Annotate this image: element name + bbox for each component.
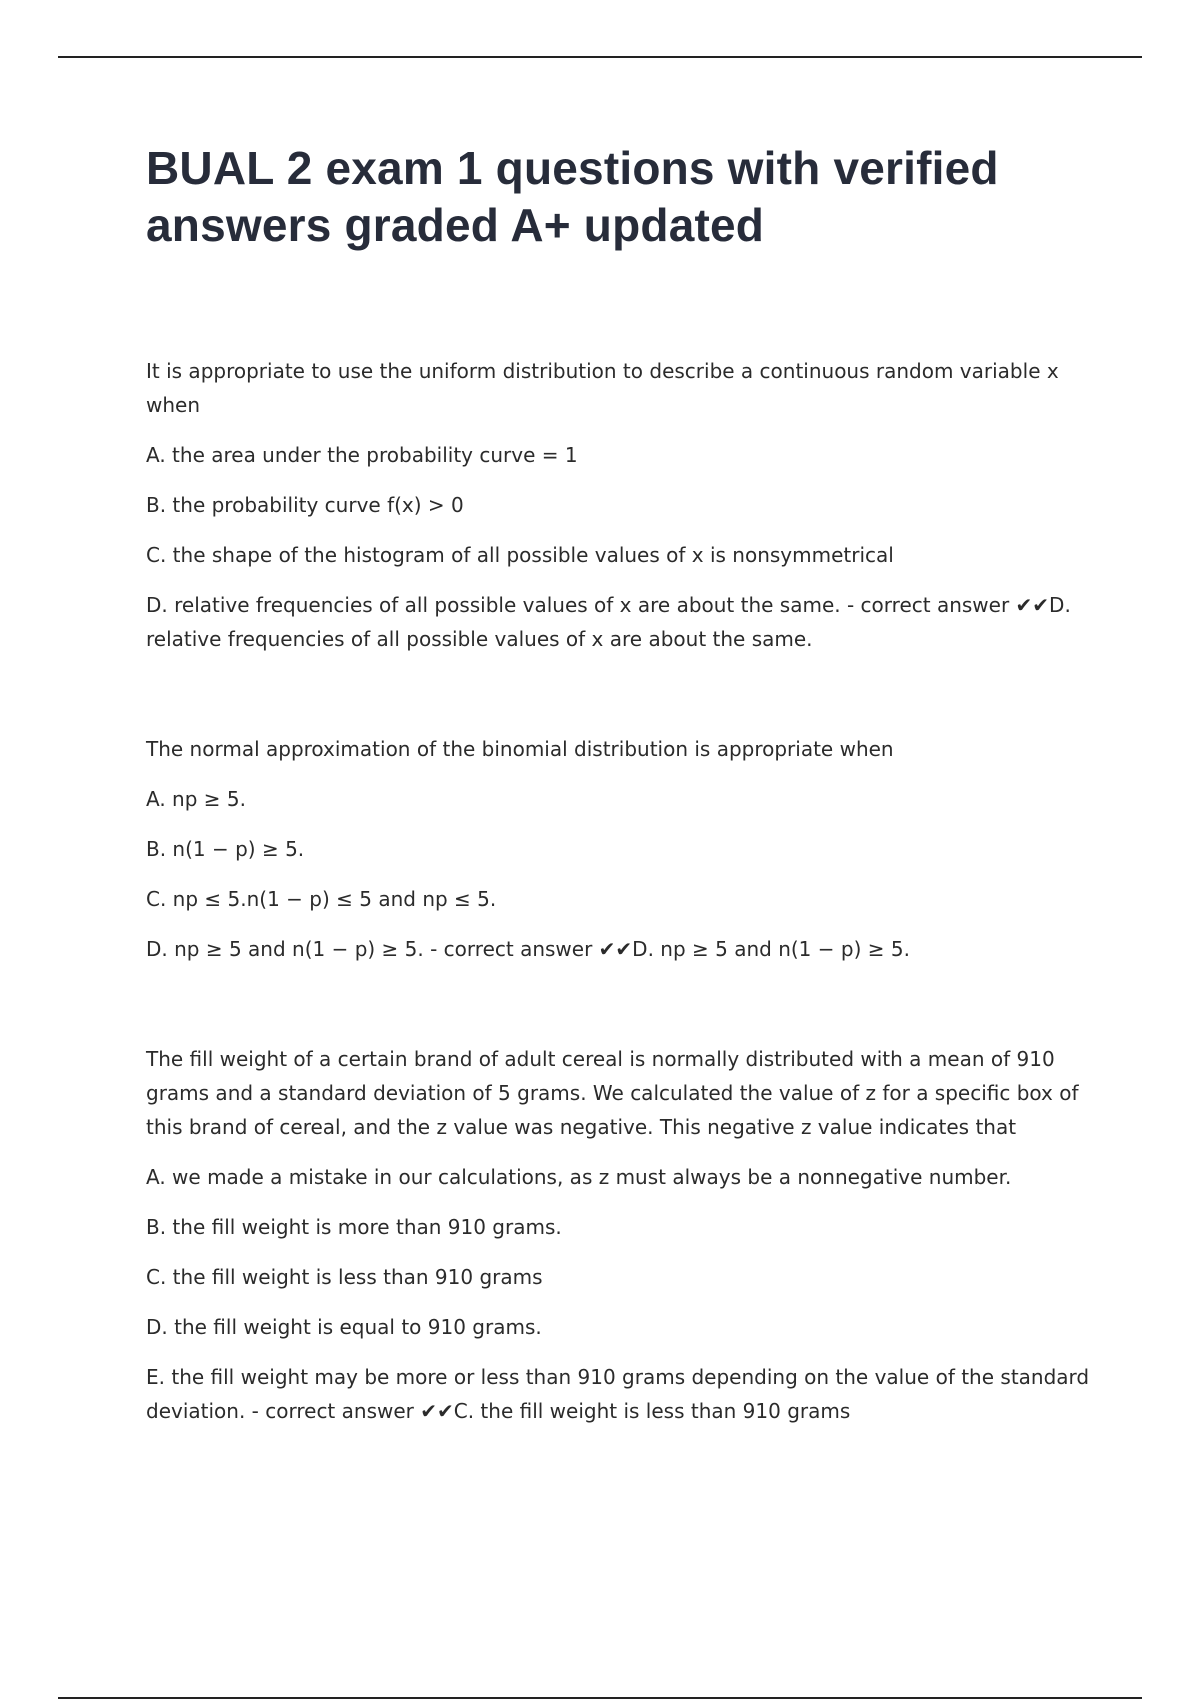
answer-option: A. np ≥ 5. <box>146 787 246 811</box>
answer-option: D. the fill weight is equal to 910 grams. <box>146 1315 542 1339</box>
header-divider <box>58 56 1142 58</box>
question-1 <box>146 354 1096 656</box>
answer-option: C. np ≤ 5.n(1 − p) ≤ 5 and np ≤ 5. <box>146 887 497 911</box>
answer-option: A. we made a mistake in our calculations, as z must always be a nonnegative number. <box>146 1165 1012 1189</box>
answer-option: B. the fill weight is more than 910 grams. <box>146 1215 562 1239</box>
footer-divider <box>58 1697 1142 1699</box>
answer-option: A. the area under the probability curve = 1 <box>146 443 578 467</box>
document-content <box>146 140 1096 1428</box>
question-2 <box>146 732 1096 966</box>
document-title: BUAL 2 exam 1 questions with verified answers graded A+ updated <box>146 142 999 251</box>
question-text: It is appropriate to use the uniform distribution to describe a continuous random variable x when <box>146 359 1059 417</box>
question-3 <box>146 1042 1096 1428</box>
answer-option-correct: E. the fill weight may be more or less than 910 grams depending on the value of the standard deviation. - correct answer ✔✔C. the fill weight is less than 910 grams <box>146 1365 1090 1423</box>
question-text: The fill weight of a certain brand of adult cereal is normally distributed with a mean of 910 grams and a standard deviation of 5 grams. We calculated the value of z for a specific box of this brand of cereal, and the z value was negative. This negative z value indicates that <box>146 1047 1079 1139</box>
answer-option: B. the probability curve f(x) > 0 <box>146 493 464 517</box>
answer-option-correct: D. relative frequencies of all possible values of x are about the same. - correct answer ✔✔D. relative frequencies of all possible values of x are about the same. <box>146 593 1071 651</box>
answer-option: B. n(1 − p) ≥ 5. <box>146 837 305 861</box>
question-text: The normal approximation of the binomial distribution is appropriate when <box>146 737 894 761</box>
answer-option: C. the fill weight is less than 910 grams <box>146 1265 543 1289</box>
answer-option-correct: D. np ≥ 5 and n(1 − p) ≥ 5. - correct answer ✔✔D. np ≥ 5 and n(1 − p) ≥ 5. <box>146 937 910 961</box>
answer-option: C. the shape of the histogram of all possible values of x is nonsymmetrical <box>146 543 894 567</box>
